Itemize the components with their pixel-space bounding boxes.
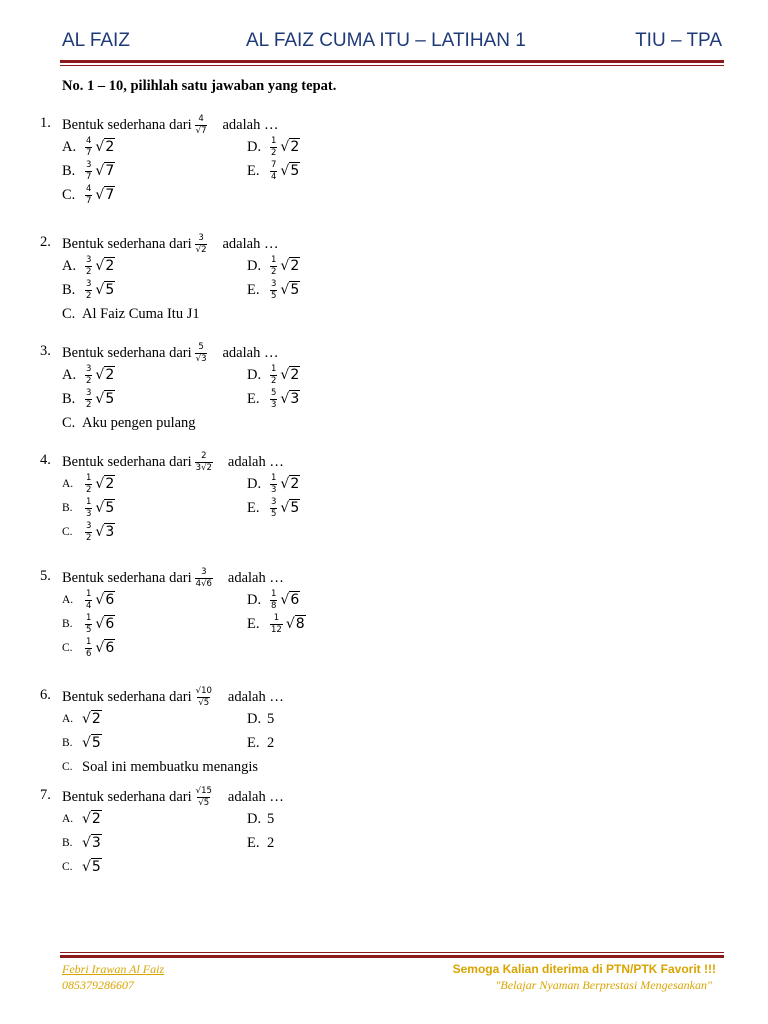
fraction-denominator: √7 <box>195 125 207 136</box>
radicand: 6 <box>105 616 115 632</box>
option-c[interactable] <box>62 856 102 878</box>
radical: √2 <box>280 258 300 274</box>
fraction <box>270 161 277 181</box>
radical: √2 <box>280 476 300 492</box>
question-text <box>62 568 284 588</box>
option-letter: E. <box>247 162 260 179</box>
option-letter: C. <box>62 861 73 873</box>
question-line <box>40 684 720 708</box>
footer-slogan: Semoga Kalian diterima di PTN/PTK Favorit !!! <box>452 962 716 976</box>
radical: √5 <box>280 163 300 179</box>
fraction-denominator: 7 <box>86 171 92 182</box>
option-a[interactable] <box>62 708 102 730</box>
question-text <box>62 343 278 363</box>
question-number: 6. <box>40 687 51 703</box>
option-c[interactable] <box>62 184 115 206</box>
fraction-denominator: 5 <box>271 508 277 519</box>
option-letter: A. <box>62 478 74 490</box>
fraction <box>85 498 92 518</box>
radical: √6 <box>95 616 115 632</box>
option-letter: C. <box>62 414 76 431</box>
radical: √8 <box>285 616 305 632</box>
header-rule-thick <box>60 60 724 63</box>
fraction-denominator: √5 <box>198 697 210 708</box>
fraction-denominator: √3 <box>195 353 207 364</box>
fraction <box>195 787 213 807</box>
option-letter: A. <box>62 138 77 155</box>
fraction-numerator: 5 <box>198 342 204 352</box>
fraction-numerator: 3 <box>198 233 204 243</box>
fraction-denominator: 2 <box>86 266 92 277</box>
fraction-numerator: 1 <box>86 589 92 599</box>
option-letter: C. <box>62 642 73 654</box>
question-text <box>62 115 278 135</box>
fraction-numerator: 3 <box>86 255 92 265</box>
radicand: 7 <box>105 163 115 179</box>
option-e[interactable] <box>247 160 300 182</box>
question-suffix: adalah … <box>227 788 284 805</box>
fraction-numerator: 5 <box>271 388 277 398</box>
radical: √3 <box>82 835 101 851</box>
fraction <box>195 115 208 135</box>
fraction-denominator: 2 <box>86 375 92 386</box>
fraction-denominator: 5 <box>271 290 277 301</box>
radical: √3 <box>95 524 115 540</box>
radicand: 2 <box>290 139 300 155</box>
radicand: 5 <box>91 859 101 875</box>
option-letter: E. <box>247 499 260 516</box>
radical: √2 <box>95 139 115 155</box>
question-stem: Bentuk sederhana dari <box>62 116 192 133</box>
fraction <box>270 590 277 610</box>
option-a[interactable] <box>62 364 115 386</box>
option-b[interactable] <box>62 613 115 635</box>
fraction <box>195 568 213 588</box>
option-letter: B. <box>62 390 76 407</box>
option-letter: E. <box>247 615 260 632</box>
radicand: 6 <box>290 592 300 608</box>
footer-phone: 085379286607 <box>62 978 134 992</box>
fraction <box>270 137 277 157</box>
option-letter: D. <box>247 257 262 274</box>
radicand: 3 <box>91 835 101 851</box>
fraction-denominator: 3√2 <box>195 462 212 473</box>
option-c[interactable] <box>62 412 196 434</box>
footer-author: Febri Irawan Al Faiz <box>62 962 165 976</box>
header-center: AL FAIZ CUMA ITU – LATIHAN 1 <box>246 30 526 51</box>
radicand: 2 <box>105 258 115 274</box>
question-number: 5. <box>40 568 51 584</box>
radical: √5 <box>95 391 115 407</box>
header-left: AL FAIZ <box>62 30 130 51</box>
radical: √2 <box>82 811 101 827</box>
fraction-numerator: 1 <box>273 613 280 623</box>
fraction-numerator: 1 <box>86 473 92 483</box>
fraction <box>270 498 277 518</box>
option-letter: B. <box>62 837 73 849</box>
option-letter: B. <box>62 162 76 179</box>
fraction <box>270 389 277 409</box>
fraction-numerator: 3 <box>271 279 277 289</box>
question-line <box>40 112 720 136</box>
instruction: No. 1 – 10, pilihlah satu jawaban yang tepat. <box>62 78 337 94</box>
fraction-numerator: 1 <box>271 255 277 265</box>
question-line <box>40 340 720 364</box>
fraction-denominator: 2 <box>86 399 92 410</box>
question-suffix: adalah … <box>227 569 284 586</box>
fraction-denominator: 8 <box>271 600 277 611</box>
question-suffix: adalah … <box>222 116 279 133</box>
fraction-numerator: √15 <box>195 786 212 796</box>
question-5 <box>40 565 720 659</box>
fraction <box>270 614 283 634</box>
fraction-numerator: 3 <box>86 388 92 398</box>
fraction <box>85 256 92 276</box>
radical: √5 <box>280 500 300 516</box>
option-text: 2 <box>267 734 275 751</box>
footer-rule-thin <box>60 952 724 953</box>
radical: √6 <box>280 592 300 608</box>
question-number: 2. <box>40 234 51 250</box>
option-e[interactable] <box>247 279 300 301</box>
question-stem: Bentuk sederhana dari <box>62 344 192 361</box>
fraction <box>85 614 92 634</box>
fraction <box>195 452 213 472</box>
fraction-numerator: 1 <box>271 473 277 483</box>
fraction <box>270 365 277 385</box>
radicand: 2 <box>290 258 300 274</box>
option-letter: A. <box>62 594 74 606</box>
question-number: 4. <box>40 452 51 468</box>
fraction-denominator: 12 <box>271 624 282 635</box>
radicand: 5 <box>91 735 101 751</box>
fraction-denominator: √2 <box>195 244 207 255</box>
option-d[interactable] <box>247 473 300 495</box>
fraction-numerator: 2 <box>201 451 207 461</box>
radical: √2 <box>280 367 300 383</box>
radicand: 6 <box>105 592 115 608</box>
radicand: 5 <box>105 282 115 298</box>
radicand: 5 <box>290 163 300 179</box>
radical: √6 <box>95 640 115 656</box>
radical: √2 <box>82 711 101 727</box>
fraction-denominator: 2 <box>86 532 92 543</box>
option-text: 5 <box>267 810 275 827</box>
fraction <box>195 343 208 363</box>
option-d[interactable] <box>247 808 274 830</box>
radicand: 2 <box>105 139 115 155</box>
footer-motto: "Belajar Nyaman Berprestasi Mengesankan" <box>495 978 712 992</box>
question-1 <box>40 112 720 206</box>
fraction <box>270 256 277 276</box>
option-letter: A. <box>62 713 74 725</box>
fraction-numerator: 3 <box>86 521 92 531</box>
radicand: 5 <box>290 282 300 298</box>
fraction-denominator: 4 <box>271 171 277 182</box>
question-stem: Bentuk sederhana dari <box>62 688 192 705</box>
radical: √5 <box>95 500 115 516</box>
radicand: 2 <box>105 367 115 383</box>
option-letter: D. <box>247 475 262 492</box>
question-suffix: adalah … <box>222 235 279 252</box>
option-b[interactable] <box>62 732 102 754</box>
fraction-numerator: 3 <box>86 279 92 289</box>
fraction-numerator: 7 <box>271 160 277 170</box>
fraction-denominator: 3 <box>271 484 277 495</box>
question-stem: Bentuk sederhana dari <box>62 569 192 586</box>
question-text <box>62 234 278 254</box>
fraction <box>85 590 92 610</box>
option-e[interactable] <box>247 388 300 410</box>
question-stem: Bentuk sederhana dari <box>62 453 192 470</box>
radicand: 5 <box>105 500 115 516</box>
header-rule-thin <box>60 65 724 66</box>
radical: √7 <box>95 163 115 179</box>
radicand: 3 <box>105 524 115 540</box>
fraction-denominator: 6 <box>86 648 92 659</box>
option-b[interactable] <box>62 160 115 182</box>
option-a[interactable] <box>62 808 102 830</box>
radical: √3 <box>280 391 300 407</box>
radicand: 5 <box>105 391 115 407</box>
question-number: 1. <box>40 115 51 131</box>
option-text: 2 <box>267 834 275 851</box>
radical: √2 <box>95 367 115 383</box>
fraction <box>85 474 92 494</box>
option-a[interactable] <box>62 255 115 277</box>
radical: √2 <box>280 139 300 155</box>
question-suffix: adalah … <box>227 688 284 705</box>
radicand: 2 <box>290 476 300 492</box>
radical: √2 <box>95 476 115 492</box>
fraction-denominator: 3 <box>86 508 92 519</box>
radical: √2 <box>95 258 115 274</box>
fraction-numerator: 4 <box>86 136 92 146</box>
fraction <box>85 185 92 205</box>
question-number: 3. <box>40 343 51 359</box>
question-text <box>62 687 284 707</box>
fraction-denominator: √5 <box>198 797 210 808</box>
option-letter: C. <box>62 526 73 538</box>
fraction <box>270 280 277 300</box>
radicand: 2 <box>290 367 300 383</box>
fraction <box>85 522 92 542</box>
fraction-numerator: 1 <box>86 637 92 647</box>
option-c[interactable] <box>62 521 115 543</box>
fraction-numerator: 1 <box>86 497 92 507</box>
option-letter: E. <box>247 390 260 407</box>
footer-rule-thick <box>60 955 724 958</box>
option-letter: D. <box>247 710 262 727</box>
fraction-numerator: √10 <box>195 686 212 696</box>
question-stem: Bentuk sederhana dari <box>62 788 192 805</box>
question-4 <box>40 449 720 543</box>
option-letter: C. <box>62 305 76 322</box>
option-letter: A. <box>62 257 77 274</box>
option-text: Aku pengen pulang <box>82 414 196 431</box>
fraction-denominator: 7 <box>86 147 92 158</box>
radical: √5 <box>82 859 101 875</box>
fraction-denominator: 7 <box>86 195 92 206</box>
fraction <box>195 687 213 707</box>
radical: √6 <box>95 592 115 608</box>
question-suffix: adalah … <box>222 344 279 361</box>
option-e[interactable] <box>247 497 300 519</box>
page-header <box>62 30 722 56</box>
radicand: 8 <box>295 616 305 632</box>
fraction <box>85 137 92 157</box>
option-letter: E. <box>247 281 260 298</box>
fraction <box>195 234 208 254</box>
fraction-numerator: 1 <box>271 364 277 374</box>
radicand: 2 <box>105 476 115 492</box>
fraction-numerator: 4 <box>198 114 204 124</box>
radical: √5 <box>280 282 300 298</box>
option-letter: D. <box>247 591 262 608</box>
question-line <box>40 565 720 589</box>
option-letter: A. <box>62 813 74 825</box>
option-letter: D. <box>247 138 262 155</box>
radicand: 6 <box>105 640 115 656</box>
option-text: Al Faiz Cuma Itu J1 <box>82 305 200 322</box>
option-c[interactable] <box>62 637 115 659</box>
option-text: 5 <box>267 710 275 727</box>
question-line <box>40 231 720 255</box>
fraction-numerator: 1 <box>271 589 277 599</box>
option-d[interactable] <box>247 364 300 386</box>
radicand: 5 <box>290 500 300 516</box>
option-letter: C. <box>62 186 76 203</box>
fraction-denominator: 2 <box>271 266 277 277</box>
option-a[interactable] <box>62 589 115 611</box>
option-d[interactable] <box>247 708 274 730</box>
fraction-numerator: 3 <box>86 364 92 374</box>
option-letter: B. <box>62 618 73 630</box>
option-d[interactable] <box>247 136 300 158</box>
fraction <box>85 161 92 181</box>
option-b[interactable] <box>62 388 115 410</box>
fraction-denominator: 2 <box>86 484 92 495</box>
header-right: TIU – TPA <box>635 30 722 51</box>
question-2 <box>40 231 720 322</box>
option-letter: D. <box>247 810 262 827</box>
question-7 <box>40 784 720 875</box>
fraction <box>85 638 92 658</box>
radicand: 7 <box>105 187 115 203</box>
question-3 <box>40 340 720 431</box>
radical: √7 <box>95 187 115 203</box>
fraction-denominator: 3 <box>271 399 277 410</box>
fraction-denominator: 2 <box>271 375 277 386</box>
fraction <box>85 389 92 409</box>
question-stem: Bentuk sederhana dari <box>62 235 192 252</box>
fraction-numerator: 1 <box>271 136 277 146</box>
fraction-denominator: 2 <box>271 147 277 158</box>
option-letter: B. <box>62 281 76 298</box>
fraction <box>270 474 277 494</box>
radicand: 3 <box>290 391 300 407</box>
option-letter: C. <box>62 761 73 773</box>
fraction <box>85 280 92 300</box>
option-d[interactable] <box>247 589 300 611</box>
fraction <box>85 365 92 385</box>
option-e[interactable] <box>247 832 274 854</box>
question-suffix: adalah … <box>227 453 284 470</box>
question-text <box>62 452 284 472</box>
option-b[interactable] <box>62 832 102 854</box>
fraction-denominator: 4 <box>86 600 92 611</box>
option-d[interactable] <box>247 255 300 277</box>
option-e[interactable] <box>247 732 274 754</box>
option-e[interactable] <box>247 613 306 635</box>
radicand: 2 <box>91 811 101 827</box>
radical: √5 <box>82 735 101 751</box>
option-text: Soal ini membuatku menangis <box>82 758 258 775</box>
question-6 <box>40 684 720 775</box>
option-letter: D. <box>247 366 262 383</box>
option-c[interactable] <box>62 303 200 325</box>
radicand: 2 <box>91 711 101 727</box>
fraction-numerator: 3 <box>271 497 277 507</box>
option-letter: B. <box>62 502 73 514</box>
option-a[interactable] <box>62 473 115 495</box>
option-b[interactable] <box>62 279 115 301</box>
option-letter: A. <box>62 366 77 383</box>
question-text <box>62 787 284 807</box>
fraction-numerator: 3 <box>201 567 207 577</box>
question-line <box>40 784 720 808</box>
question-number: 7. <box>40 787 51 803</box>
radical: √5 <box>95 282 115 298</box>
option-c[interactable] <box>62 756 258 778</box>
question-line <box>40 449 720 473</box>
fraction-denominator: 5 <box>86 624 92 635</box>
fraction-denominator: 2 <box>86 290 92 301</box>
option-letter: B. <box>62 737 73 749</box>
option-a[interactable] <box>62 136 115 158</box>
fraction-numerator: 1 <box>86 613 92 623</box>
fraction-numerator: 4 <box>86 184 92 194</box>
fraction-numerator: 3 <box>86 160 92 170</box>
option-b[interactable] <box>62 497 115 519</box>
option-letter: E. <box>247 834 260 851</box>
fraction-denominator: 4√6 <box>195 578 212 589</box>
option-letter: E. <box>247 734 260 751</box>
